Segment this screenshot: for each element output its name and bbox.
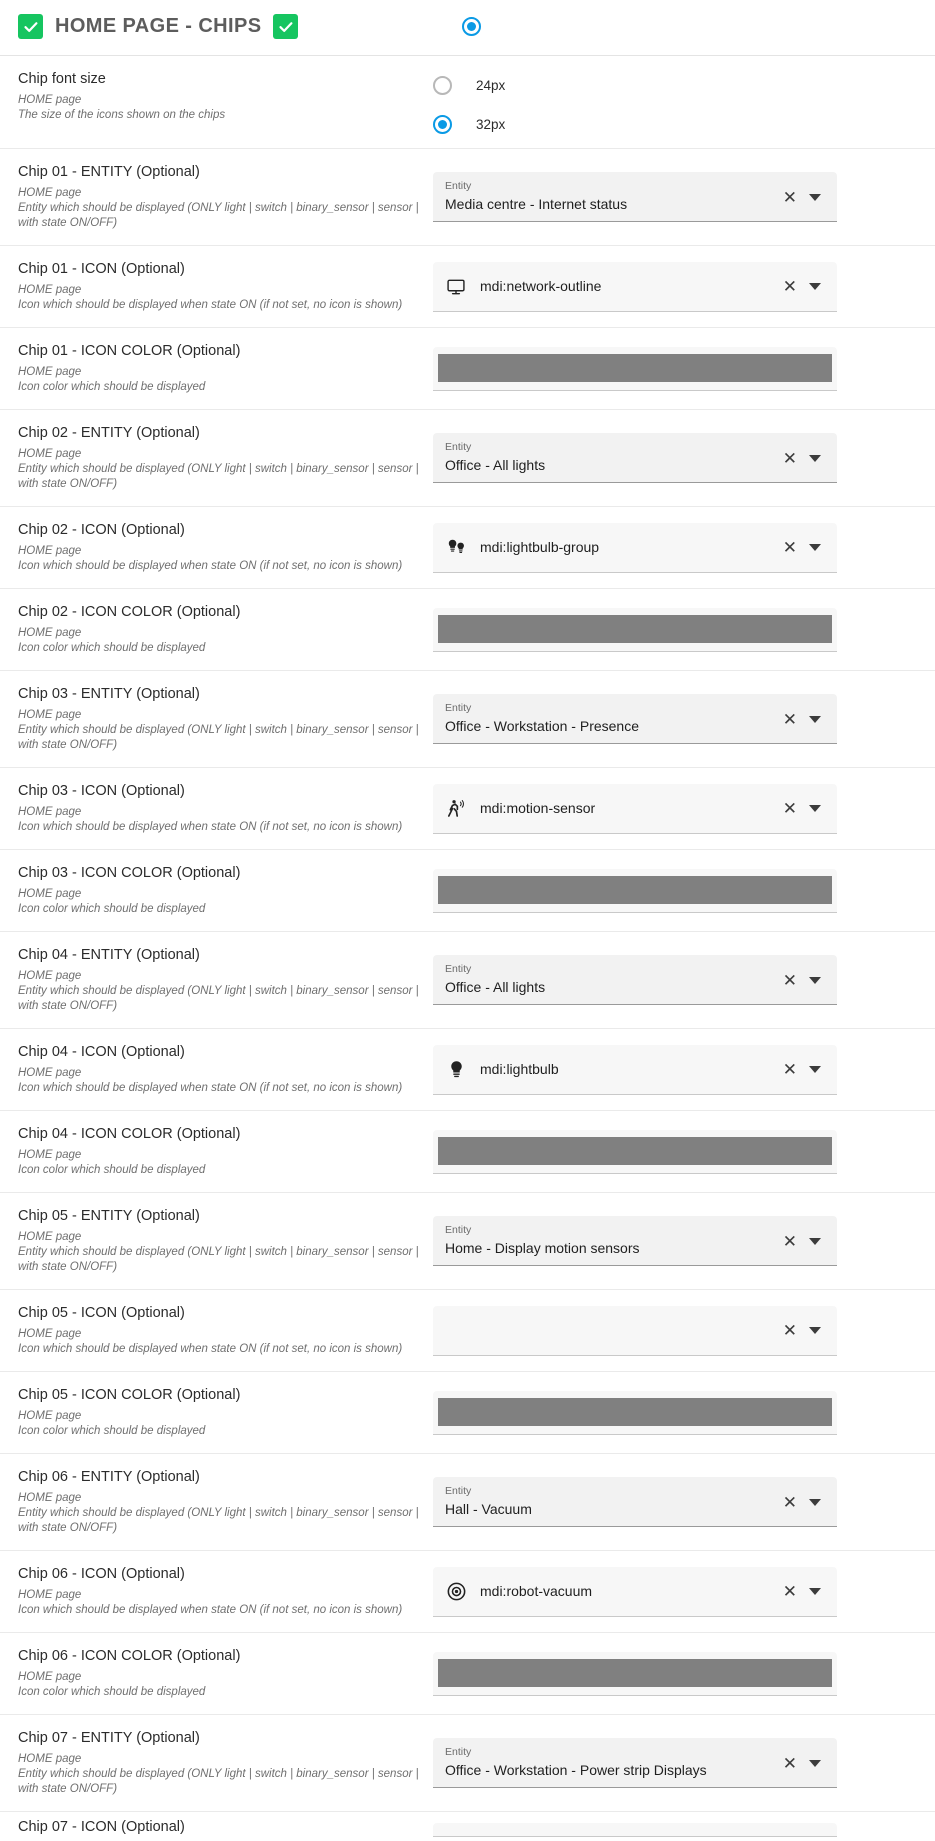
color-swatch[interactable] (438, 1398, 832, 1426)
field-floating-label: Entity (445, 180, 472, 192)
entity-select[interactable] (433, 1477, 837, 1527)
header-checkbox-left[interactable] (18, 14, 43, 39)
field-value-row (445, 798, 767, 820)
row-page: HOME page (18, 1067, 82, 1079)
field-floating-label: Entity (445, 1485, 472, 1497)
field-actions (775, 1322, 827, 1339)
field-text (445, 441, 767, 475)
field-value-row (445, 276, 767, 298)
page-header (0, 0, 935, 56)
row-label-group (18, 1468, 433, 1536)
radio-label-32px: 32px (476, 117, 506, 132)
row-description: Icon which should be displayed when state ON (if not set, no icon is shown) (18, 821, 403, 833)
chevron-down-icon[interactable] (809, 977, 821, 984)
color-picker[interactable] (433, 1130, 837, 1174)
clear-icon[interactable]: ✕ (782, 709, 797, 729)
icon-select[interactable] (433, 523, 837, 573)
field-floating-label: Entity (445, 441, 472, 453)
field-floating-label: Entity (445, 1746, 472, 1758)
row-control-group (433, 1045, 917, 1095)
row-description: Entity which should be displayed (ONLY light | switch | binary_sensor | sensor | with state ON/OFF) (18, 1246, 419, 1273)
field-text (445, 1485, 767, 1519)
chevron-down-icon[interactable] (809, 455, 821, 462)
clear-icon[interactable]: ✕ (782, 277, 797, 296)
clear-icon[interactable]: ✕ (782, 187, 797, 207)
row-title: Chip 04 - ICON COLOR (Optional) (18, 1126, 241, 1142)
row-label-group (18, 70, 433, 123)
field-actions (775, 800, 827, 817)
field-actions (775, 972, 827, 989)
row-description: The size of the icons shown on the chips (18, 109, 226, 121)
row-chip-03-icon (0, 768, 935, 850)
row-chip-04-icon-color (0, 1111, 935, 1193)
row-label-group (18, 685, 433, 753)
clear-icon[interactable]: ✕ (782, 1060, 797, 1079)
row-label-group (18, 163, 433, 231)
row-chip-font-size (0, 56, 935, 149)
entity-select[interactable] (433, 955, 837, 1005)
icon-select[interactable] (433, 1045, 837, 1095)
field-floating-label: Entity (445, 1224, 472, 1236)
row-chip-02-entity (0, 410, 935, 507)
row-page: HOME page (18, 806, 82, 818)
row-page: HOME page (18, 1492, 82, 1504)
row-page: HOME page (18, 366, 82, 378)
field-text (445, 1224, 767, 1258)
row-control-group (433, 1477, 917, 1527)
row-control-group (433, 433, 917, 483)
chevron-down-icon[interactable] (809, 1499, 821, 1506)
page-title: HOME PAGE - CHIPS (55, 15, 262, 37)
row-title: Chip 02 - ICON (Optional) (18, 522, 185, 538)
row-description: Icon which should be displayed when state ON (if not set, no icon is shown) (18, 299, 403, 311)
row-page: HOME page (18, 970, 82, 982)
row-description: Icon color which should be displayed (18, 381, 206, 393)
row-page: HOME page (18, 1328, 82, 1340)
field-actions (775, 450, 827, 467)
row-description: Icon which should be displayed when state ON (if not set, no icon is shown) (18, 1604, 403, 1616)
row-title: Chip 01 - ENTITY (Optional) (18, 164, 200, 180)
field-text (445, 180, 767, 214)
row-description: Entity which should be displayed (ONLY light | switch | binary_sensor | sensor | with state ON/OFF) (18, 985, 419, 1012)
row-title: Chip 03 - ENTITY (Optional) (18, 686, 200, 702)
field-actions (775, 278, 827, 295)
field-floating-label: Entity (445, 963, 472, 975)
row-control-group (433, 1738, 917, 1788)
field-actions (775, 189, 827, 206)
field-value: mdi:motion-sensor (480, 800, 596, 816)
color-swatch[interactable] (438, 1659, 832, 1687)
row-description: Entity which should be displayed (ONLY light | switch | binary_sensor | sensor | with state ON/OFF) (18, 202, 419, 229)
row-chip-04-icon (0, 1029, 935, 1111)
row-control-group (433, 347, 917, 391)
row-control-group (433, 694, 917, 744)
field-text (445, 1581, 767, 1603)
row-chip-01-entity (0, 149, 935, 246)
robot-vacuum-icon (445, 1581, 467, 1603)
field-text (445, 276, 767, 298)
row-label-group (18, 424, 433, 492)
icon-select[interactable] (433, 262, 837, 312)
chevron-down-icon[interactable] (809, 1588, 821, 1595)
color-swatch[interactable] (438, 1137, 832, 1165)
row-label-group (18, 1729, 433, 1797)
row-description: Entity which should be displayed (ONLY light | switch | binary_sensor | sensor | with state ON/OFF) (18, 1507, 419, 1534)
field-value: Office - All lights (445, 979, 546, 995)
row-description: Icon which should be displayed when state ON (if not set, no icon is shown) (18, 1082, 403, 1094)
color-picker[interactable] (433, 608, 837, 652)
row-page: HOME page (18, 187, 82, 199)
radio-button-32px[interactable] (433, 115, 452, 134)
row-control-group (433, 1823, 917, 1837)
row-description: Icon color which should be displayed (18, 1164, 206, 1176)
chevron-down-icon[interactable] (809, 805, 821, 812)
icon-select[interactable] (433, 1306, 837, 1356)
field-actions (775, 1233, 827, 1250)
color-picker[interactable] (433, 869, 837, 913)
motion-sensor-icon (445, 798, 467, 820)
field-floating-label: Entity (445, 702, 472, 714)
header-radio-dot (467, 22, 476, 31)
row-chip-01-icon-color (0, 328, 935, 410)
radio-dot-32px (438, 120, 447, 129)
row-description: Icon color which should be displayed (18, 1686, 206, 1698)
field-value: Office - All lights (445, 457, 546, 473)
row-control-group (433, 1391, 917, 1435)
row-page: HOME page (18, 888, 82, 900)
row-description: Icon color which should be displayed (18, 642, 206, 654)
row-description: Entity which should be displayed (ONLY light | switch | binary_sensor | sensor | with state ON/OFF) (18, 463, 419, 490)
field-text (445, 798, 767, 820)
field-actions (775, 539, 827, 556)
row-control-group (433, 869, 917, 913)
clear-icon[interactable]: ✕ (782, 538, 797, 557)
row-control-group (433, 172, 917, 222)
entity-select[interactable] (433, 694, 837, 744)
row-control-group (433, 1130, 917, 1174)
row-title: Chip 07 - ICON (Optional) (18, 1819, 185, 1835)
field-value: Media centre - Internet status (445, 196, 628, 212)
row-label-group (18, 260, 433, 313)
row-title: Chip 05 - ICON (Optional) (18, 1305, 185, 1321)
row-page: HOME page (18, 1231, 82, 1243)
row-title: Chip font size (18, 71, 106, 87)
field-value-row (445, 1059, 767, 1081)
row-chip-02-icon (0, 507, 935, 589)
row-page: HOME page (18, 1589, 82, 1601)
clear-icon[interactable]: ✕ (782, 1492, 797, 1512)
icon-select[interactable] (433, 1567, 837, 1617)
row-page: HOME page (18, 448, 82, 460)
clear-icon[interactable]: ✕ (782, 448, 797, 468)
row-description: Icon which should be displayed when state ON (if not set, no icon is shown) (18, 560, 403, 572)
row-chip-01-icon (0, 246, 935, 328)
clear-icon[interactable]: ✕ (782, 1582, 797, 1601)
row-label-group (18, 1125, 433, 1178)
row-control-group (433, 1216, 917, 1266)
field-value: Office - Workstation - Power strip Displays (445, 1762, 707, 1778)
row-page: HOME page (18, 627, 82, 639)
row-title: Chip 06 - ICON (Optional) (18, 1566, 185, 1582)
row-label-group (18, 603, 433, 656)
row-title: Chip 05 - ICON COLOR (Optional) (18, 1387, 241, 1403)
field-value: Hall - Vacuum (445, 1501, 532, 1517)
row-control-group (433, 608, 917, 652)
row-control-group (433, 1652, 917, 1696)
row-control-group (433, 70, 917, 134)
color-swatch[interactable] (438, 615, 832, 643)
row-label-group (18, 864, 433, 917)
row-label-group (18, 1304, 433, 1357)
color-picker[interactable] (433, 347, 837, 391)
field-value: mdi:robot-vacuum (480, 1583, 593, 1599)
field-text (445, 702, 767, 736)
field-text (445, 1746, 767, 1780)
chevron-down-icon[interactable] (809, 283, 821, 290)
field-actions (775, 1755, 827, 1772)
field-value: Home - Display motion sensors (445, 1240, 640, 1256)
row-label-group (18, 946, 433, 1014)
row-chip-03-entity (0, 671, 935, 768)
entity-select[interactable] (433, 172, 837, 222)
field-text (445, 963, 767, 997)
color-picker[interactable] (433, 1391, 837, 1435)
row-description: Entity which should be displayed (ONLY light | switch | binary_sensor | sensor | with state ON/OFF) (18, 724, 419, 751)
row-chip-05-entity (0, 1193, 935, 1290)
chevron-down-icon[interactable] (809, 716, 821, 723)
row-label-group (18, 1043, 433, 1096)
radio-button-24px[interactable] (433, 76, 452, 95)
row-chip-05-icon (0, 1290, 935, 1372)
color-swatch[interactable] (438, 354, 832, 382)
row-page: HOME page (18, 1410, 82, 1422)
row-description: Icon which should be displayed when state ON (if not set, no icon is shown) (18, 1343, 403, 1355)
row-page: HOME page (18, 545, 82, 557)
field-actions (775, 1583, 827, 1600)
row-label-group (18, 1647, 433, 1700)
row-label-group (18, 342, 433, 395)
chevron-down-icon[interactable] (809, 1238, 821, 1245)
row-control-group (433, 784, 917, 834)
row-page: HOME page (18, 1671, 82, 1683)
row-control-group (433, 523, 917, 573)
lightbulb-group-icon (445, 537, 467, 559)
row-chip-02-icon-color (0, 589, 935, 671)
field-value-row (445, 1581, 767, 1603)
entity-select[interactable] (433, 1738, 837, 1788)
field-text (445, 537, 767, 559)
row-title: Chip 03 - ICON COLOR (Optional) (18, 865, 241, 881)
row-title: Chip 02 - ICON COLOR (Optional) (18, 604, 241, 620)
row-title: Chip 05 - ENTITY (Optional) (18, 1208, 200, 1224)
field-actions (775, 1061, 827, 1078)
row-page: HOME page (18, 94, 82, 106)
row-label-group (18, 1818, 433, 1841)
header-radio-area (462, 17, 917, 36)
row-title: Chip 01 - ICON (Optional) (18, 261, 185, 277)
chevron-down-icon[interactable] (809, 1327, 821, 1334)
row-title: Chip 02 - ENTITY (Optional) (18, 425, 200, 441)
color-swatch[interactable] (438, 876, 832, 904)
row-page: HOME page (18, 284, 82, 296)
entity-select[interactable] (433, 1216, 837, 1266)
row-chip-06-icon-color (0, 1633, 935, 1715)
row-label-group (18, 1386, 433, 1439)
field-value: Office - Workstation - Presence (445, 718, 639, 734)
color-picker[interactable] (433, 1652, 837, 1696)
row-page: HOME page (18, 709, 82, 721)
row-title: Chip 07 - ENTITY (Optional) (18, 1730, 200, 1746)
entity-select[interactable] (433, 433, 837, 483)
row-label-group (18, 521, 433, 574)
row-page: HOME page (18, 1149, 82, 1161)
monitor-icon (445, 276, 467, 298)
field-actions (775, 1494, 827, 1511)
row-control-group (433, 262, 917, 312)
field-value: mdi:lightbulb (480, 1061, 559, 1077)
row-title: Chip 06 - ENTITY (Optional) (18, 1469, 200, 1485)
row-title: Chip 04 - ENTITY (Optional) (18, 947, 200, 963)
chevron-down-icon[interactable] (809, 194, 821, 201)
row-chip-03-icon-color (0, 850, 935, 932)
row-chip-07-entity (0, 1715, 935, 1812)
row-page: HOME page (18, 1753, 82, 1765)
row-title: Chip 06 - ICON COLOR (Optional) (18, 1648, 241, 1664)
row-description: Entity which should be displayed (ONLY light | switch | binary_sensor | sensor | with state ON/OFF) (18, 1768, 419, 1795)
field-value-row (445, 537, 767, 559)
clear-icon[interactable]: ✕ (782, 799, 797, 818)
clear-icon[interactable]: ✕ (782, 1231, 797, 1251)
row-title: Chip 01 - ICON COLOR (Optional) (18, 343, 241, 359)
chevron-down-icon[interactable] (809, 544, 821, 551)
row-description: Icon color which should be displayed (18, 1425, 206, 1437)
row-chip-07-icon (0, 1812, 935, 1841)
icon-select[interactable] (433, 1823, 837, 1837)
row-chip-06-entity (0, 1454, 935, 1551)
row-label-group (18, 1207, 433, 1275)
lightbulb-icon (445, 1059, 467, 1081)
chevron-down-icon[interactable] (809, 1760, 821, 1767)
field-value: mdi:lightbulb-group (480, 539, 600, 555)
row-control-group (433, 1567, 917, 1617)
row-chip-04-entity (0, 932, 935, 1029)
radio-option-24px[interactable] (433, 76, 917, 95)
row-label-group (18, 782, 433, 835)
radio-label-24px: 24px (476, 78, 506, 93)
clear-icon[interactable]: ✕ (782, 970, 797, 990)
chevron-down-icon[interactable] (809, 1066, 821, 1073)
header-radio-button[interactable] (462, 17, 481, 36)
row-control-group (433, 955, 917, 1005)
clear-icon[interactable]: ✕ (782, 1321, 797, 1340)
field-text (445, 1059, 767, 1081)
radio-option-32px[interactable] (433, 115, 917, 134)
clear-icon[interactable]: ✕ (782, 1753, 797, 1773)
row-chip-06-icon (0, 1551, 935, 1633)
row-title: Chip 04 - ICON (Optional) (18, 1044, 185, 1060)
row-title: Chip 03 - ICON (Optional) (18, 783, 185, 799)
field-actions (775, 711, 827, 728)
row-chip-05-icon-color (0, 1372, 935, 1454)
field-value: mdi:network-outline (480, 278, 602, 294)
row-control-group (433, 1306, 917, 1356)
row-label-group (18, 1565, 433, 1618)
header-checkbox-right[interactable] (273, 14, 298, 39)
row-description: Icon color which should be displayed (18, 903, 206, 915)
icon-select[interactable] (433, 784, 837, 834)
